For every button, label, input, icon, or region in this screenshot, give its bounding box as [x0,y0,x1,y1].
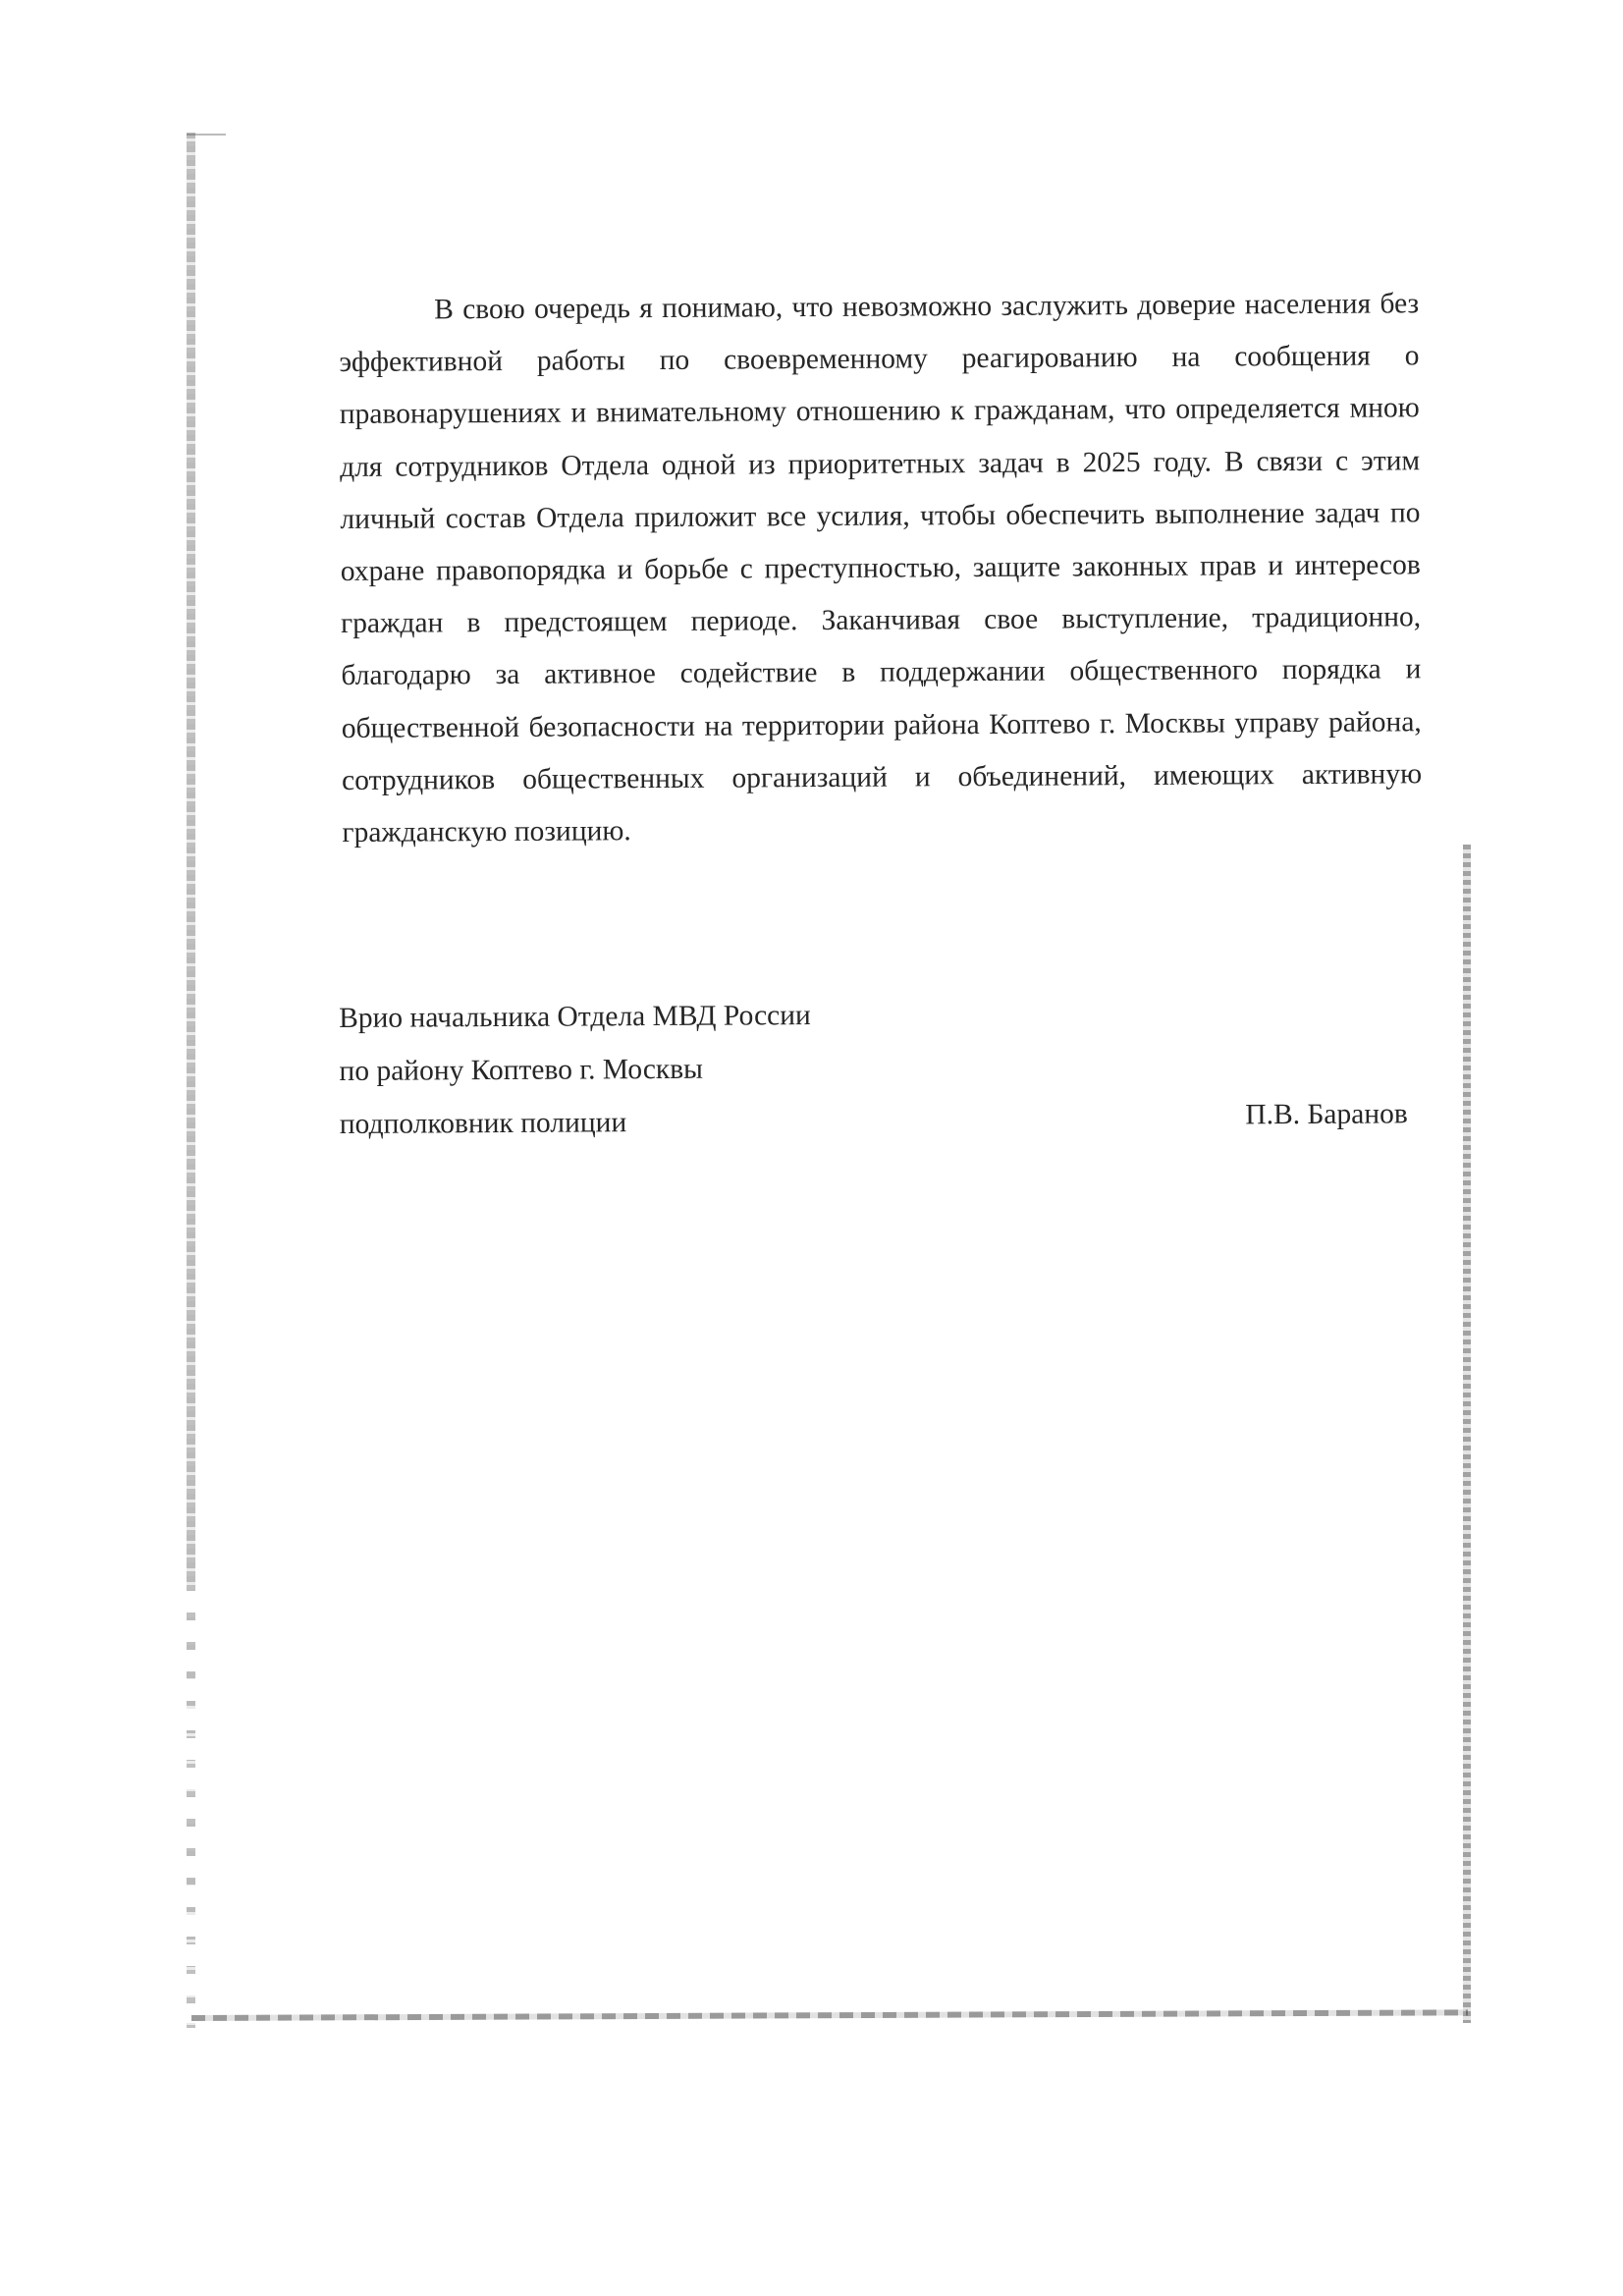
scan-edge-bottom [191,2009,1468,2021]
scan-edge-right [1463,845,1471,2023]
signature-block [339,985,1420,1151]
signatory-name: П.В. Баранов [1245,1098,1408,1131]
signatory-position-line-2: по району Коптево г. Москвы [339,1053,704,1087]
signatory-position-line-1: Врио начальника Отдела МВД России [339,1000,811,1034]
scan-edge-left-gaps [185,1591,196,2023]
main-paragraph: В свою очередь я понимаю, что невозможно заслужить доверие населения без эффективной работы по своевременному реагированию на сообщения о правонарушениях и внимательному отношению к гражданам, что определяется мною для сотрудников Отдела одной из приоритетных задач в 2025 году. В связи с этим личный состав Отдела приложит все усилия, чтобы обеспечить выполнение задач по охране правопорядка и борьбе с преступностью, защите законных прав и интересов граждан в предстоящем периоде. Заканчивая свое выступление, традиционно, благодарю за активное содействие в поддержании общественного порядка и общественной безопасности на территории района Коптево г. Москвы управу района, сотрудников общественных организаций и объединений, имеющих активную гражданскую позицию. [339,288,1423,849]
signatory-rank: подполковник полиции [339,1107,627,1140]
